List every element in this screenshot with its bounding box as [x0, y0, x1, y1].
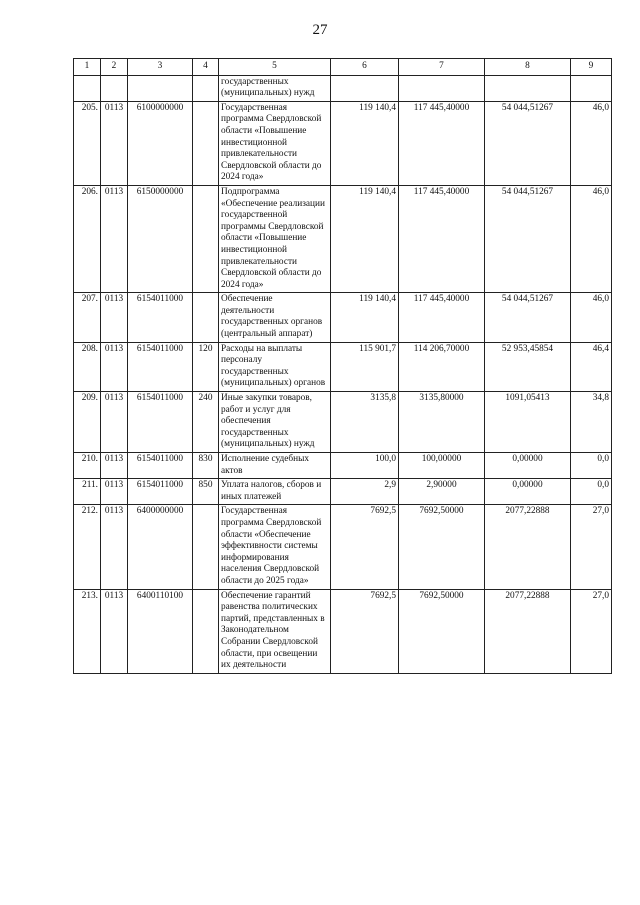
- cell-budget-allocation: 117 445,40000: [399, 185, 485, 292]
- table-row: [74, 589, 612, 673]
- table-row: [74, 342, 612, 391]
- cell-execution-percent: 46,0: [571, 293, 612, 342]
- table-row: [74, 185, 612, 292]
- cell-planned-amount: 100,0: [331, 453, 399, 479]
- cell-item-name: Исполнение судебных актов: [219, 453, 331, 479]
- cell-target-article-code: 6100000000: [128, 101, 193, 185]
- cell-target-article-code: 6400000000: [128, 505, 193, 589]
- cell-row-number: 205.: [74, 101, 101, 185]
- header-execution-percent: 9: [571, 59, 612, 76]
- header-executed-amount: 8: [485, 59, 571, 76]
- cell-expense-type-code: [193, 75, 219, 101]
- table-row-continuation: [74, 75, 612, 101]
- cell-planned-amount: 2,9: [331, 479, 399, 505]
- cell-row-number: 209.: [74, 392, 101, 453]
- cell-row-number: 210.: [74, 453, 101, 479]
- header-budget-allocation: 7: [399, 59, 485, 76]
- cell-execution-percent: 46,0: [571, 101, 612, 185]
- header-row-number: 1: [74, 59, 101, 76]
- cell-executed-amount: 52 953,45854: [485, 342, 571, 391]
- cell-row-number: [74, 75, 101, 101]
- cell-section-code: 0113: [101, 505, 128, 589]
- table-header-row: [74, 59, 612, 76]
- cell-expense-type-code: [193, 185, 219, 292]
- cell-expense-type-code: 240: [193, 392, 219, 453]
- cell-item-name: государственных (муниципальных) нужд: [219, 75, 331, 101]
- cell-execution-percent: [571, 75, 612, 101]
- cell-section-code: 0113: [101, 101, 128, 185]
- cell-expense-type-code: [193, 293, 219, 342]
- cell-planned-amount: 119 140,4: [331, 101, 399, 185]
- header-target-article-code: 3: [128, 59, 193, 76]
- table-row: [74, 505, 612, 589]
- cell-expense-type-code: [193, 505, 219, 589]
- table-row: [74, 453, 612, 479]
- cell-planned-amount: [331, 75, 399, 101]
- cell-section-code: [101, 75, 128, 101]
- cell-execution-percent: 27,0: [571, 505, 612, 589]
- cell-execution-percent: 0,0: [571, 453, 612, 479]
- cell-expense-type-code: [193, 101, 219, 185]
- cell-row-number: 207.: [74, 293, 101, 342]
- cell-execution-percent: 0,0: [571, 479, 612, 505]
- cell-executed-amount: 54 044,51267: [485, 293, 571, 342]
- cell-row-number: 208.: [74, 342, 101, 391]
- cell-target-article-code: 6154011000: [128, 453, 193, 479]
- cell-executed-amount: 0,00000: [485, 453, 571, 479]
- cell-executed-amount: 1091,05413: [485, 392, 571, 453]
- cell-budget-allocation: [399, 75, 485, 101]
- cell-expense-type-code: 120: [193, 342, 219, 391]
- cell-row-number: 212.: [74, 505, 101, 589]
- cell-planned-amount: 7692,5: [331, 589, 399, 673]
- cell-target-article-code: 6154011000: [128, 342, 193, 391]
- cell-budget-allocation: 3135,80000: [399, 392, 485, 453]
- cell-target-article-code: 6154011000: [128, 479, 193, 505]
- cell-planned-amount: 119 140,4: [331, 185, 399, 292]
- cell-item-name: Государственная программа Свердловской области «Повышение инвестиционной привлекательности Свердловской области до 2024 года»: [219, 101, 331, 185]
- cell-executed-amount: 54 044,51267: [485, 185, 571, 292]
- header-planned-amount: 6: [331, 59, 399, 76]
- cell-budget-allocation: 7692,50000: [399, 505, 485, 589]
- cell-planned-amount: 7692,5: [331, 505, 399, 589]
- cell-target-article-code: [128, 75, 193, 101]
- page-number: 27: [312, 22, 328, 38]
- cell-row-number: 213.: [74, 589, 101, 673]
- cell-item-name: Государственная программа Свердловской области «Обеспечение эффективности системы информирования населения Свердловской области до 2025 года»: [219, 505, 331, 589]
- cell-budget-allocation: 7692,50000: [399, 589, 485, 673]
- cell-section-code: 0113: [101, 589, 128, 673]
- table-row: [74, 293, 612, 342]
- cell-item-name: Обеспечение гарантий равенства политических партий, представленных в Законодательном Собрании Свердловской области, при освещении их деятельности: [219, 589, 331, 673]
- cell-section-code: 0113: [101, 342, 128, 391]
- cell-target-article-code: 6154011000: [128, 392, 193, 453]
- cell-executed-amount: 2077,22888: [485, 589, 571, 673]
- cell-executed-amount: [485, 75, 571, 101]
- cell-item-name: Иные закупки товаров, работ и услуг для обеспечения государственных (муниципальных) нужд: [219, 392, 331, 453]
- cell-execution-percent: 46,0: [571, 185, 612, 292]
- cell-section-code: 0113: [101, 453, 128, 479]
- cell-budget-allocation: 117 445,40000: [399, 101, 485, 185]
- cell-section-code: 0113: [101, 479, 128, 505]
- cell-execution-percent: 27,0: [571, 589, 612, 673]
- cell-expense-type-code: [193, 589, 219, 673]
- table-row: [74, 101, 612, 185]
- cell-planned-amount: 115 901,7: [331, 342, 399, 391]
- cell-budget-allocation: 117 445,40000: [399, 293, 485, 342]
- header-expense-type-code: 4: [193, 59, 219, 76]
- cell-planned-amount: 119 140,4: [331, 293, 399, 342]
- header-item-name: 5: [219, 59, 331, 76]
- cell-execution-percent: 34,8: [571, 392, 612, 453]
- cell-item-name: Обеспечение деятельности государственных органов (центральный аппарат): [219, 293, 331, 342]
- budget-table: [73, 58, 612, 674]
- table-row: [74, 392, 612, 453]
- cell-target-article-code: 6150000000: [128, 185, 193, 292]
- cell-item-name: Подпрограмма «Обеспечение реализации государственной программы Свердловской области «Повышение инвестиционной привлекательности Свердловской области до 2024 года»: [219, 185, 331, 292]
- table-row: [74, 479, 612, 505]
- cell-target-article-code: 6400110100: [128, 589, 193, 673]
- cell-target-article-code: 6154011000: [128, 293, 193, 342]
- cell-budget-allocation: 2,90000: [399, 479, 485, 505]
- cell-row-number: 211.: [74, 479, 101, 505]
- cell-executed-amount: 54 044,51267: [485, 101, 571, 185]
- cell-expense-type-code: 830: [193, 453, 219, 479]
- header-section-code: 2: [101, 59, 128, 76]
- cell-section-code: 0113: [101, 392, 128, 453]
- cell-executed-amount: 2077,22888: [485, 505, 571, 589]
- cell-item-name: Уплата налогов, сборов и иных платежей: [219, 479, 331, 505]
- cell-expense-type-code: 850: [193, 479, 219, 505]
- cell-item-name: Расходы на выплаты персоналу государственных (муниципальных) органов: [219, 342, 331, 391]
- cell-section-code: 0113: [101, 293, 128, 342]
- cell-executed-amount: 0,00000: [485, 479, 571, 505]
- cell-row-number: 206.: [74, 185, 101, 292]
- cell-budget-allocation: 114 206,70000: [399, 342, 485, 391]
- cell-section-code: 0113: [101, 185, 128, 292]
- cell-budget-allocation: 100,00000: [399, 453, 485, 479]
- cell-planned-amount: 3135,8: [331, 392, 399, 453]
- cell-execution-percent: 46,4: [571, 342, 612, 391]
